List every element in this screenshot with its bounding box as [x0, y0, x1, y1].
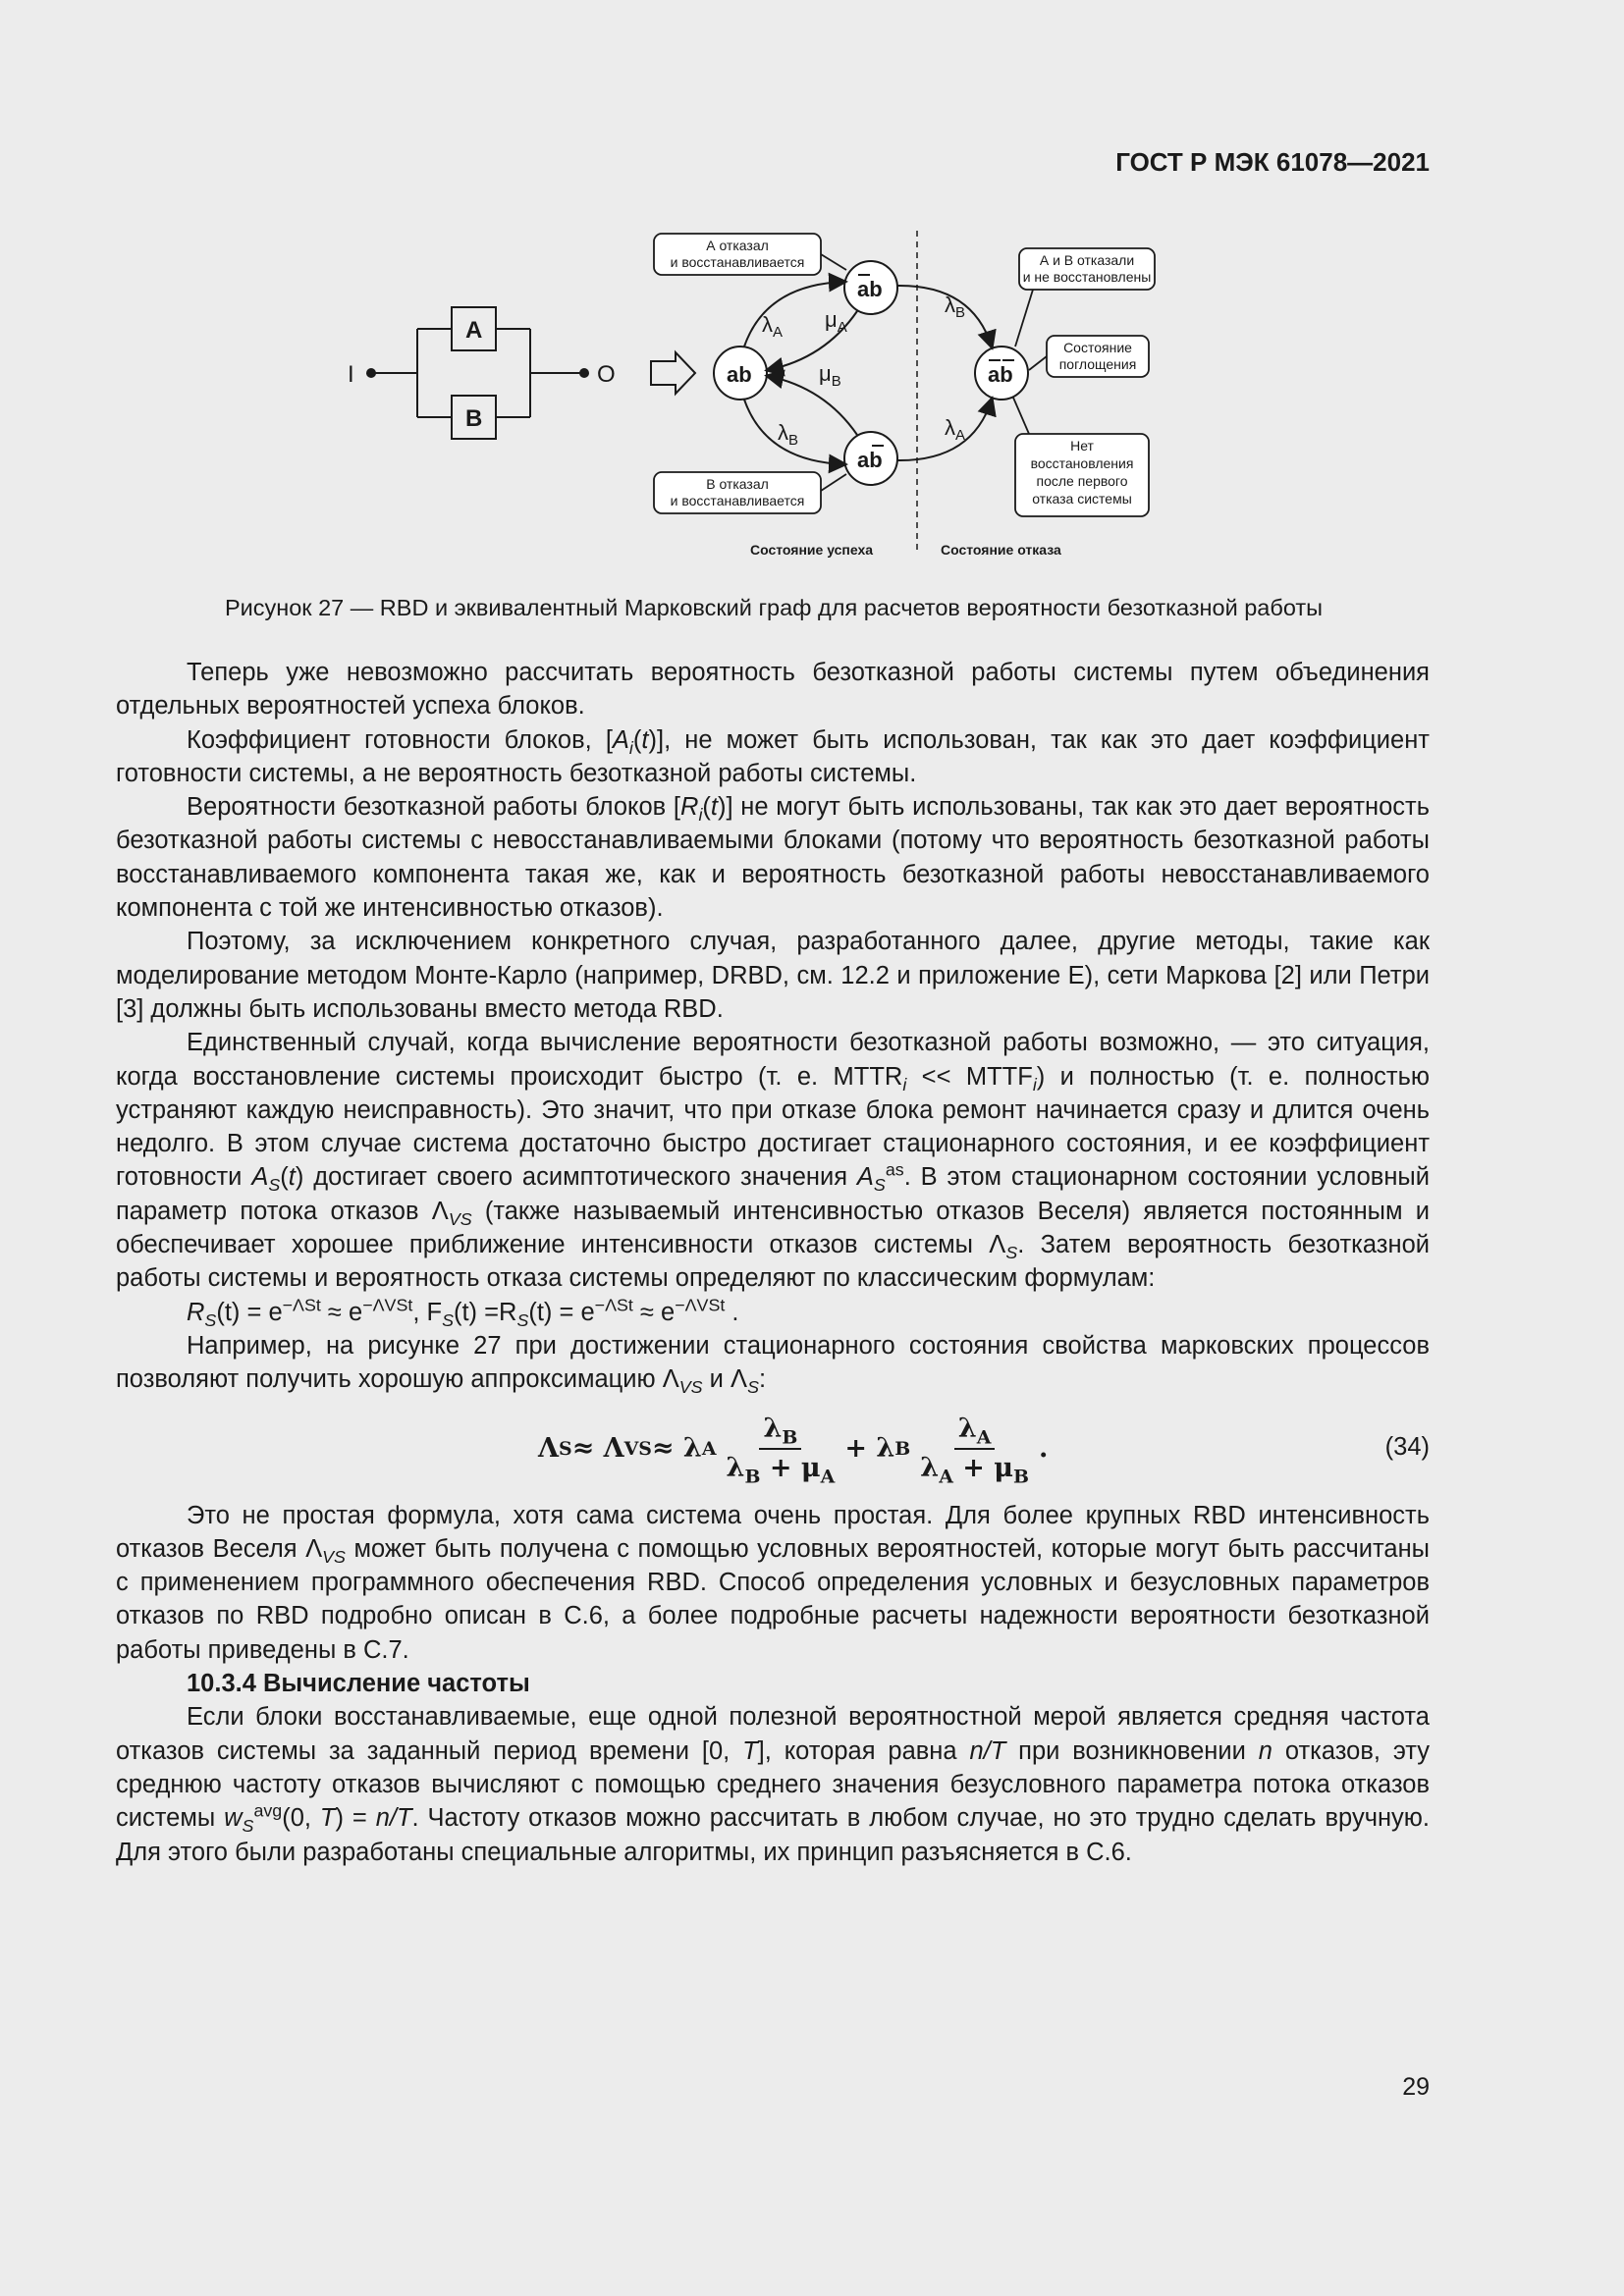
paragraph: Теперь уже невозможно рассчитать вероятность безотказной работы системы путем объединения отдельных вероятностей успеха блоков. — [116, 659, 1430, 721]
callout-b-failed-line1: В отказал — [706, 476, 769, 492]
paragraph: Это не простая формула, хотя сама система очень простая. Для более крупных RBD интенсивность отказов Веселя $\Lambda_{VS}$ может быть получена с помощью условных вероятностей, которые могут быть рассчитаны с применением программного обеспечения RBD. Способ определения условных и безусловных параметров отказов по RBD подробно описан в С.6, а более подробные расчеты надежности вероятности безотказной работы приведены в С.7. — [116, 1501, 1430, 1664]
callout-a-failed-line1: А отказал — [706, 238, 769, 253]
callout-b-failed-line2: и восстанавливается — [670, 493, 805, 508]
document-header: ГОСТ Р МЭК 61078—2021 — [1115, 147, 1430, 177]
output-label: O — [597, 361, 616, 388]
input-node — [366, 368, 376, 378]
output-node — [579, 368, 589, 378]
rate-mu-a: $\mu_A$ — [825, 307, 847, 336]
state-a-bar-b-bar-label: ab — [988, 362, 1013, 387]
state-ab-label: ab — [727, 362, 752, 387]
rate-lambda-b-2: $\lambda_B$ — [945, 293, 966, 321]
callout-absorbing-line2: поглощения — [1058, 356, 1137, 372]
callout-absorbing-line1: Состояние — [1063, 340, 1132, 355]
equation-34 — [116, 1403, 1430, 1497]
page-number: 29 — [1402, 2073, 1430, 2101]
markov-diagram — [334, 221, 1218, 574]
rate-lambda-b-1: $\lambda_B$ — [778, 420, 799, 449]
callout-no-repair-line3: после первого — [1036, 473, 1128, 489]
paragraph: Например, на рисунке 27 при достижении стационарного состояния свойства марковских процессов позволяют получить хорошую аппроксимацию $\Lambda_{VS}$ и $\Lambda_S$: — [116, 1331, 1430, 1398]
callout-ab-failed-line2: и не восстановлены — [1022, 269, 1152, 285]
input-label: I — [348, 361, 354, 388]
body-text — [116, 656, 1430, 1869]
section-heading: 10.3.4 Вычисление частоты — [187, 1670, 530, 1698]
figure-27 — [334, 221, 1218, 574]
block-a-label: A — [465, 317, 483, 344]
rate-lambda-a-1: $\lambda_A$ — [762, 312, 784, 341]
callout-no-repair-line1: Нет — [1070, 438, 1094, 454]
callout-a-failed-line2: и восстанавливается — [670, 254, 805, 270]
callout-ab-failed-line1: А и В отказали — [1039, 252, 1135, 268]
equation-body: Λ S ≈ Λ VS ≈ λ A $\frac{\lambda_B}{\lambda_B + \mu_A}$ + λ B $\frac{\lambda_A}{\lambda_A + \mu_B}$ . — [538, 1413, 1049, 1488]
paragraph: Вероятности безотказной работы блоков $[R_i(t)]$ не могут быть использованы, так как это дает вероятность безотказной работы системы с невосстанавливаемыми блоками (потому что вероятность безотказной работы восстанавливаемого компонента такая же, как и вероятность безотказной работы невосстанавливаемого компонента с той же интенсивностью отказов). — [116, 793, 1431, 923]
rate-mu-b: $\mu_B$ — [819, 361, 841, 390]
paragraph: Поэтому, за исключением конкретного случая, разработанного далее, другие методы, такие как моделирование методом Монте-Карло (например, DRBD, см. 12.2 и приложение Е), сети Маркова [2] или Петри [3] должны быть использованы вместо метода RBD. — [116, 928, 1430, 1023]
rate-lambda-a-2: $\lambda_A$ — [945, 415, 966, 444]
paragraph: Единственный случай, когда вычисление вероятности безотказной работы возможно, — это ситуация, когда восстановление системы происходит быстро (т. е. $MTTR_i$ << $MTTF_i$) и полностью (т. е. полностью устраняют каждую неисправность). Это значит, что при отказе блока ремонт начинается сразу и длится очень недолго. В этом случае система достаточно быстро достигает стационарного состояния, и ее коэффициент готовности $A_S(t)$ достигает своего асимптотического значения $A_S^{as}$. В этом стационарном состоянии условный параметр потока отказов $\Lambda_{VS}$ (также называемый интенсивностью отказов Веселя) является постоянным и обеспечивает хорошее приближение интенсивности отказов системы $\Lambda_S$. Затем вероятность безотказной работы системы и вероятность отказа системы определяют по классическим формулам: — [116, 1029, 1431, 1293]
fraction-2: $\frac{\lambda_A}{\lambda_A + \mu_B}$ — [920, 1413, 1030, 1488]
paragraph: Коэффициент готовности блоков, $[A_i(t)]$, не может быть использован, так как это дает коэффициент готовности системы, а не вероятность безотказной работы системы. — [116, 725, 1430, 787]
region-failure-label: Состояние отказа — [941, 542, 1061, 558]
block-b-label: B — [465, 405, 483, 432]
region-success-label: Состояние успеха — [750, 542, 874, 558]
state-a-b-bar-label: ab — [857, 448, 883, 472]
equation-number: (34) — [1384, 1432, 1430, 1461]
callout-no-repair-line4: отказа системы — [1032, 491, 1132, 507]
fraction-1: $\frac{\lambda_B}{\lambda_B + \mu_A}$ — [726, 1413, 836, 1488]
figure-caption: Рисунок 27 — RBD и эквивалентный Марковский граф для расчетов вероятности безотказной работы — [224, 595, 1324, 620]
equivalence-arrow — [651, 352, 695, 394]
reliability-formula: $R_S(t) = e^{-\Lambda St} \approx e^{-\Lambda VSt}$, $F_S(t) =R_S(t) = e^{-\Lambda St} \approx e^{-\Lambda VSt}$ . — [187, 1295, 739, 1330]
callout-no-repair-line2: восстановления — [1030, 455, 1134, 471]
paragraph: Если блоки восстанавливаемые, еще одной полезной вероятностной мерой является средняя частота отказов системы за заданный период времени [0, T], которая равна n/T при возникновении n отказов, эту среднюю частоту отказов вычисляют с помощью среднего значения безусловного параметра потока отказов системы $w_S^{avg}(0$, T) = n/T. Частоту отказов можно рассчитать в любом случае, но это трудно сделать вручную. Для этого были разработаны специальные алгоритмы, их принцип разъясняется в С.6. — [116, 1703, 1431, 1866]
state-a-bar-b-label: ab — [857, 277, 883, 301]
